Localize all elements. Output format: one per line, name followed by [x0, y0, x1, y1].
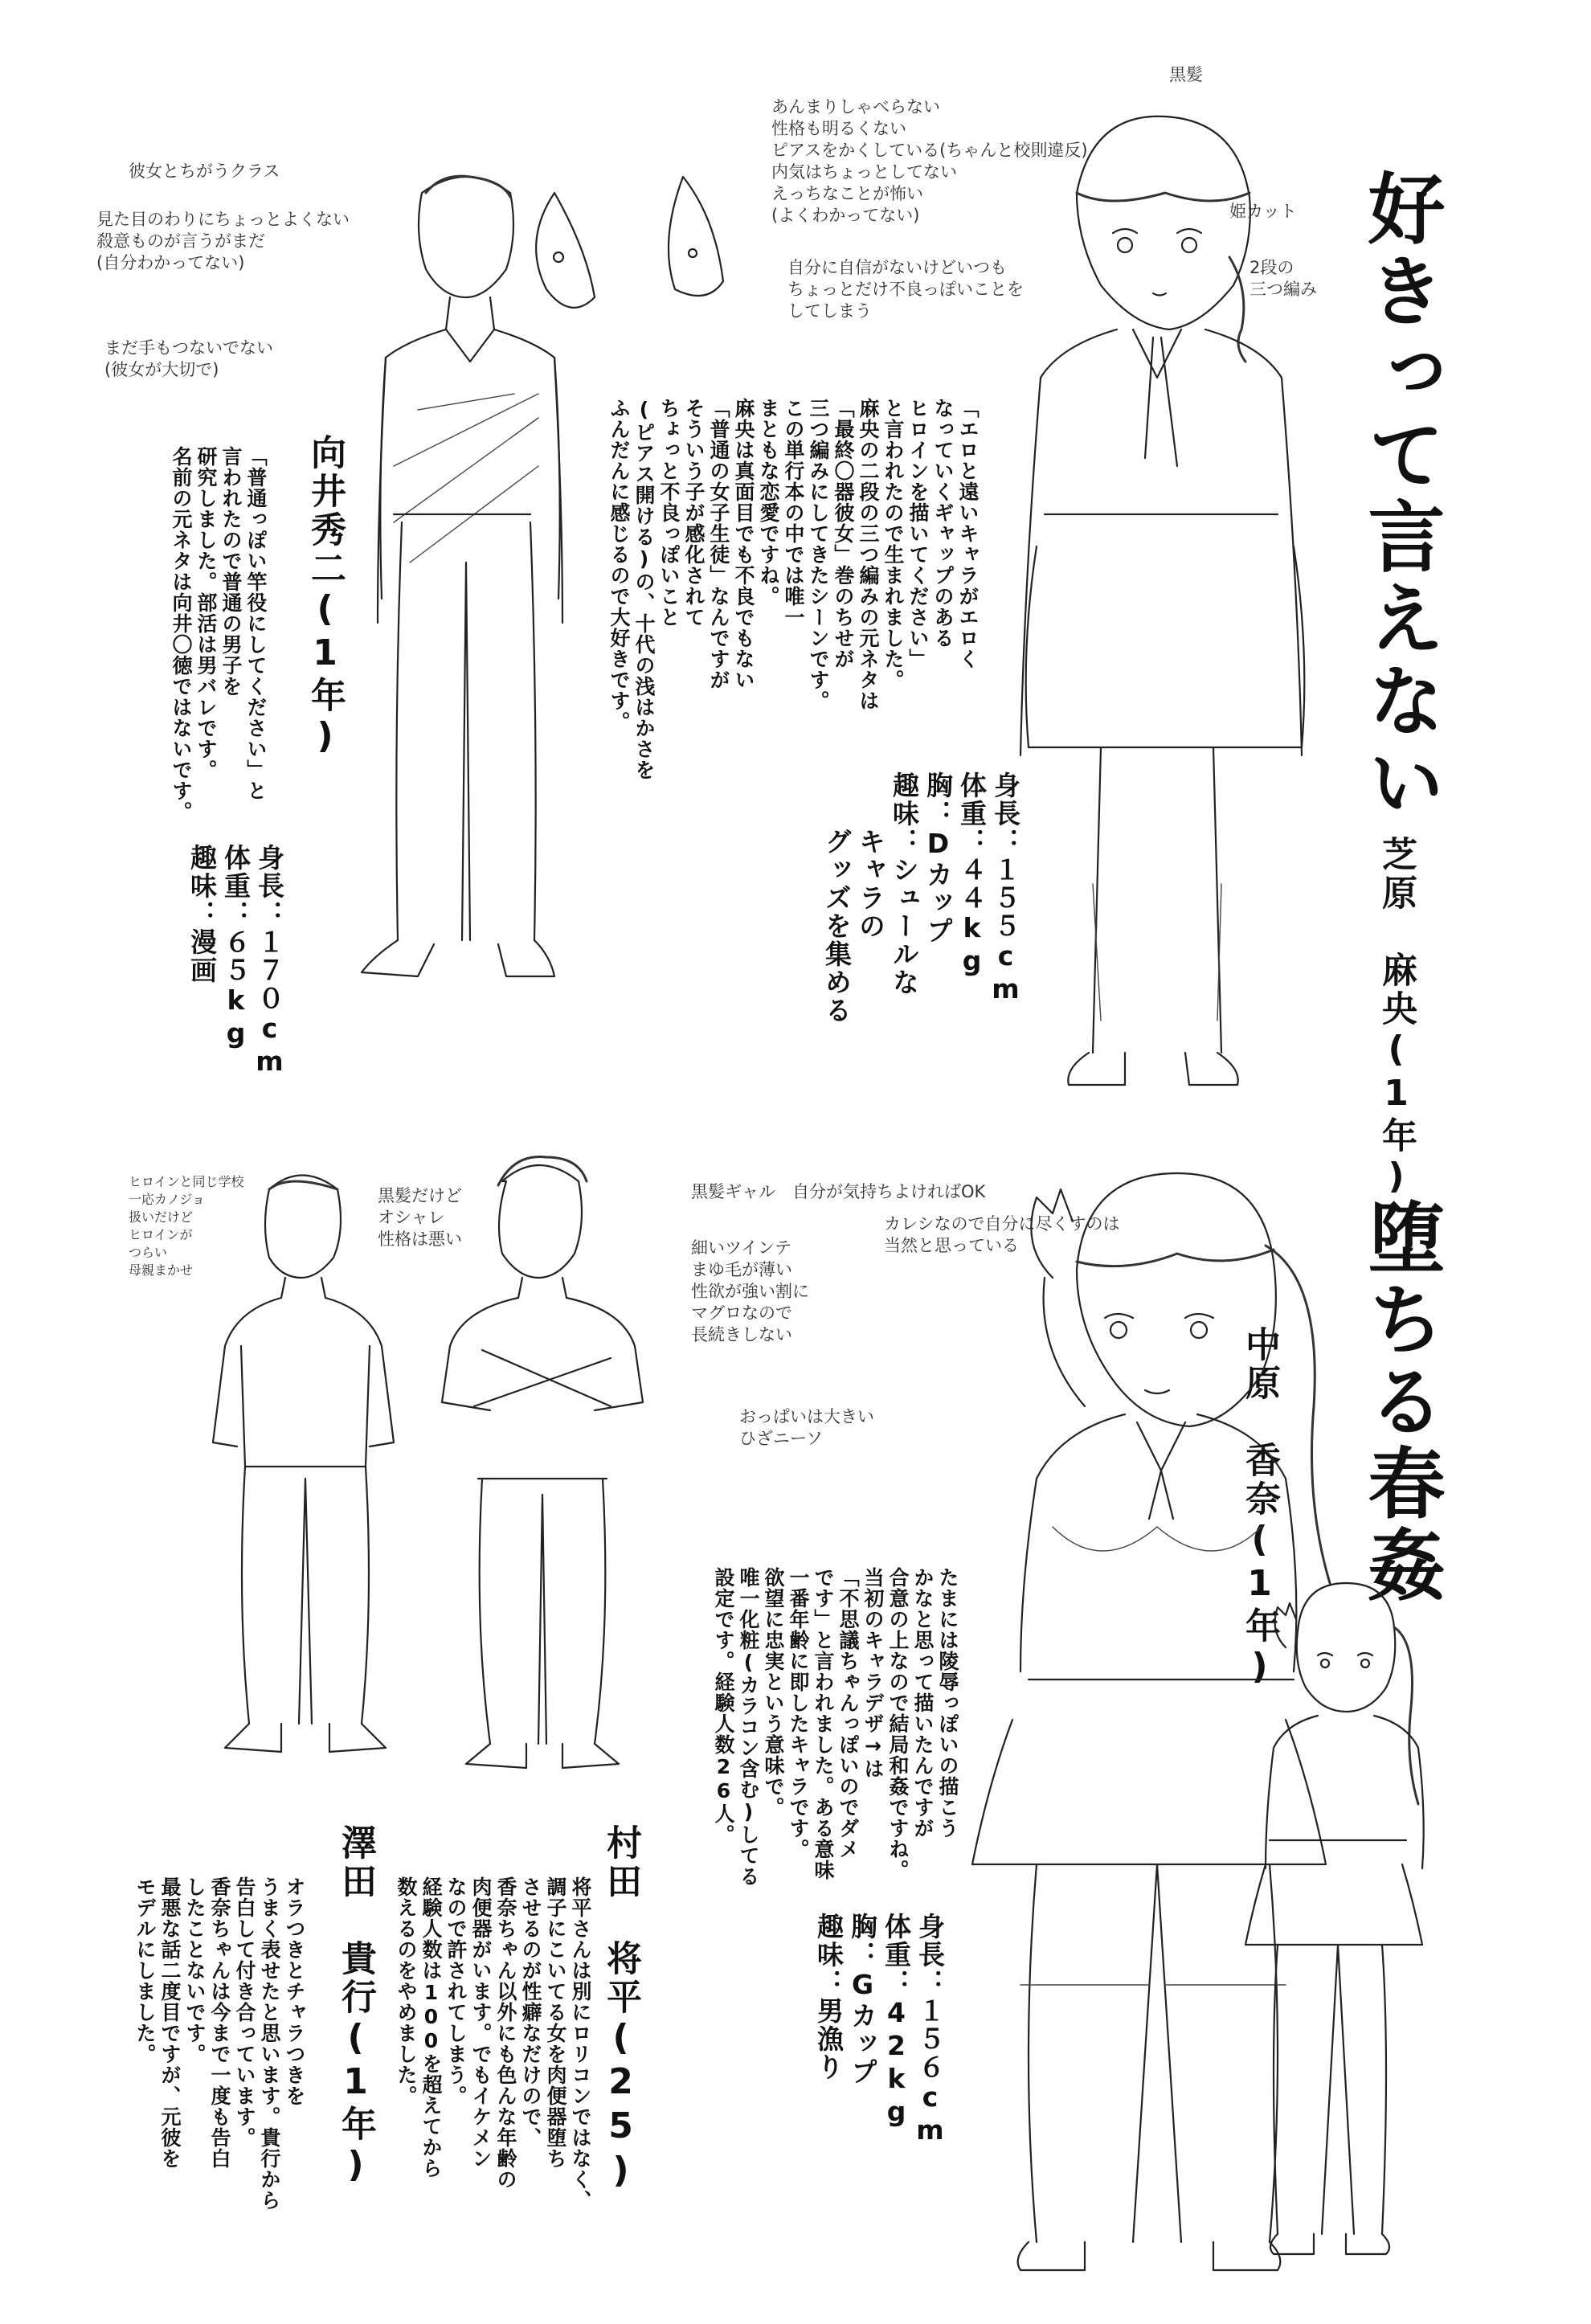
hero1-note-personality: 見た目のわりにちょっとよくない 殺意ものが言うがまだ (自分わかってない)	[96, 210, 350, 272]
story1-heroine-stats: 身長：１５５cm 体重：４４kg 胸：Dカップ 趣味：シュールな キャラの グッズを集める	[821, 771, 1021, 1025]
story1-hero-description: 「普通っぽい竿役にしてください」と 言われたので普通の男子を 研究しました。部活は男バレです。 名前の元ネタは向井〇徳ではないです。	[170, 446, 268, 822]
story1-heroine-description: 「エロと遠いキャラがエロく なっていくギャップのある ヒロインを描いてください」 と言われたので生まれました。 麻央の二段の三つ編みの元ネタは 「最終〇器彼女」巻のちせが 三つ編みにしてきたシーンです。 この単行本の中では唯一 まともな恋愛ですね。 麻央は真面目でも不良でもない 「普通の女子生徒」なんですが そういう子が感化されて ちょっと不良っぽいこと (ピアス開ける)の、十代の浅はかさを ふんだんに感じるので大好きです。	[607, 398, 980, 780]
heroine1-note-cut: 姫カット	[1229, 202, 1297, 221]
hero1-story2-sketch	[426, 1141, 659, 1792]
hero1-story2-note: 黒髪だけど オシャレ 性格は悪い	[378, 1186, 462, 1249]
hero1-note-class: 彼女とちがうクラス	[129, 162, 280, 181]
hero2-sketch	[201, 1157, 410, 1792]
story2-hero1-name: 村田 将平(25)	[600, 1824, 641, 2194]
heroine2-note-twintails: 細いツインテ まゆ毛が薄い 性欲が強い割に マグロなので 長続きしない	[691, 1238, 809, 1344]
hero1-note-hands: まだ手もつないでない (彼女が大切で)	[104, 338, 273, 379]
story2-hero2-description: オラつきとチャラつきを うまく表せたと思います。貴行から 告白して付き合っています。 香奈ちゃんは今まで一度も告白 したことないです。 最悪な話二度目ですが、元彼を モデルにしました。	[133, 1876, 306, 2211]
heroine2-note-body: おっぱいは大きい ひざニーソ	[739, 1407, 874, 1448]
story1-heroine-name: 芝原 麻央(1年)	[1376, 836, 1417, 1200]
story1-hero-name: 向井秀二(1年)	[305, 434, 346, 759]
ear-piercing-sketch	[522, 145, 763, 329]
story2-title: 堕ちる春姦	[1356, 1197, 1446, 1607]
story2-heroine-description: たまには陵辱っぽいの描こう かなと思って描いたんですが 合意の上なので結局和姦ですね。 当初のキャラデザ→は 「不思議ちゃんっぽいのでダメ です」と言われました。ある意味 一番年齢に即したキャラです。 欲望に忠実という意味で。 唯一化粧(カラコン含む)してる 設定です。経験人数26人。	[712, 1567, 959, 1887]
story2-heroine-stats: 身長：１５６cm 体重：42kg 胸：Gカップ 趣味：男漁り	[813, 1913, 946, 2147]
hero2-story2-note: ヒロインと同じ学校 一応カノジョ 扱いだけど ヒロインが つらい 母親まかせ	[129, 1174, 244, 1278]
story1-hero-stats: 身長：１７０cm 体重：６５kg 趣味：漫画	[186, 844, 285, 1078]
heroine2-note-boyfriend: カレシなので自分に尽くすのは 当然と思っている	[884, 1214, 1120, 1255]
story2-hero1-description: 将平さんは別にロリコンではなく、 調子にこいてる女を肉便器堕ち させるのが性癖なだけので、 香奈ちゃん以外にも色んな年齢の 肉便器がいます。でもイケメン なので許されてしまう。 経験人数は100を超えてから 数えるのをやめました。	[395, 1876, 592, 2211]
story2-hero2-name: 澤田 貴行(1年)	[335, 1824, 376, 2188]
heroine1-note-personality: あんまりしゃべらない 性格も明るくない ピアスをかくしている(ちゃんと校則違反) 内気はちょっとしてない えっちなことが怖い (よくわかってない)	[771, 97, 1088, 225]
heroine1-note-confidence: 自分に自信がないけどいつも ちょっとだけ不良っぽいことを してしまう	[787, 258, 1024, 321]
heroine2-alt-design-sketch	[1237, 1575, 1422, 2282]
story2-heroine-name: 中原 香奈(1年)	[1239, 1326, 1280, 1690]
heroine2-note-gal: 黒髪ギャル 自分が気持ちよければOK	[691, 1182, 986, 1201]
heroine1-note-hair: 黒髪	[1169, 65, 1203, 84]
heroine1-sketch	[1012, 96, 1302, 1101]
story1-title: 好きって言えない	[1356, 169, 1446, 824]
heroine1-note-braids: 2段の 三つ編み	[1249, 258, 1317, 299]
